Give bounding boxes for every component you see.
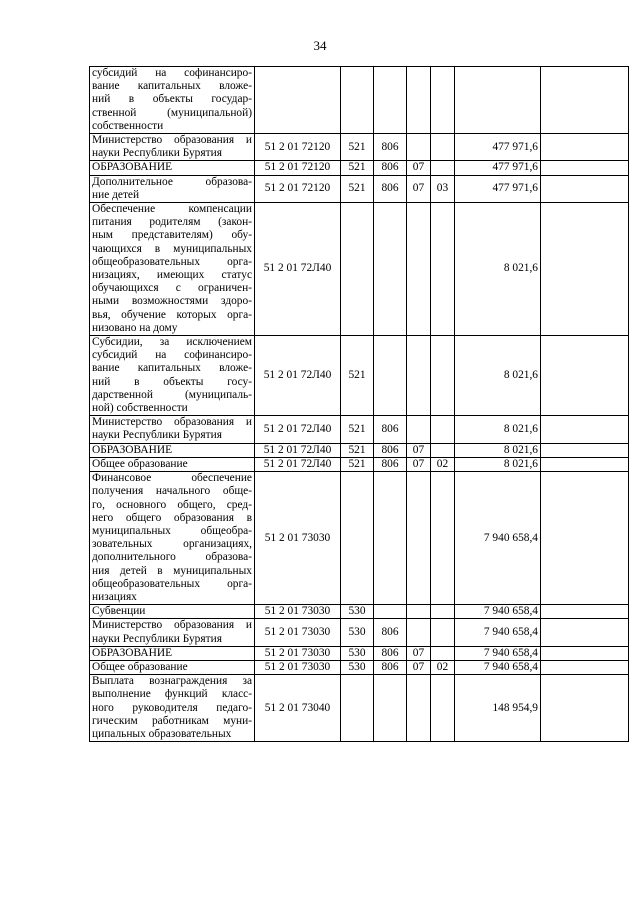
row-name-line: Министерство образования и xyxy=(92,134,252,147)
empty-cell xyxy=(541,472,629,605)
table-row xyxy=(90,472,629,605)
ved-cell: 806 xyxy=(374,457,407,471)
row-name xyxy=(90,443,255,457)
ved-cell xyxy=(374,675,407,742)
pr-cell xyxy=(431,416,455,443)
ved-cell: 806 xyxy=(374,660,407,674)
table-row xyxy=(90,605,629,619)
row-name xyxy=(90,457,255,471)
gr-cell xyxy=(341,675,374,742)
rz-cell xyxy=(407,336,431,416)
budget-code-cell: 51 2 01 72Л40 xyxy=(255,457,341,471)
pr-cell xyxy=(431,134,455,161)
gr-cell xyxy=(341,203,374,336)
rz-cell: 07 xyxy=(407,457,431,471)
row-name-line: Финансовое обеспечение xyxy=(92,472,252,485)
rz-cell: 07 xyxy=(407,660,431,674)
row-name xyxy=(90,605,255,619)
rz-cell xyxy=(407,67,431,134)
gr-cell: 530 xyxy=(341,646,374,660)
table-body xyxy=(90,67,629,742)
row-name-line: ным представителям) обу- xyxy=(92,229,252,242)
row-name-line: вание капитальных вложе- xyxy=(92,362,252,375)
pr-cell xyxy=(431,443,455,457)
rz-cell xyxy=(407,416,431,443)
row-name xyxy=(90,67,255,134)
row-name xyxy=(90,416,255,443)
gr-cell: 530 xyxy=(341,605,374,619)
row-name-line: го, основного общего, сред- xyxy=(92,498,252,511)
amount-cell xyxy=(455,67,541,134)
row-name-line: низовано на дому xyxy=(92,321,178,334)
amount-cell: 7 940 658,4 xyxy=(455,646,541,660)
row-name-line: ОБРАЗОВАНИЕ xyxy=(92,443,173,456)
row-name-line: науки Республики Бурятия xyxy=(92,147,222,160)
row-name-line: Министерство образования и xyxy=(92,416,252,429)
row-name-line: собственности xyxy=(92,119,164,132)
pr-cell xyxy=(431,67,455,134)
ved-cell xyxy=(374,605,407,619)
amount-cell: 7 940 658,4 xyxy=(455,660,541,674)
ved-cell: 806 xyxy=(374,134,407,161)
budget-code-cell: 51 2 01 72Л40 xyxy=(255,443,341,457)
rz-cell xyxy=(407,605,431,619)
table-row xyxy=(90,416,629,443)
row-name-line: ОБРАЗОВАНИЕ xyxy=(92,646,173,659)
table-row xyxy=(90,67,629,134)
pr-cell xyxy=(431,336,455,416)
table-row xyxy=(90,203,629,336)
table-row xyxy=(90,443,629,457)
ved-cell: 806 xyxy=(374,175,407,202)
budget-code-cell xyxy=(255,67,341,134)
row-name-line: Субсидии, за исключением xyxy=(92,336,252,349)
ved-cell: 806 xyxy=(374,416,407,443)
empty-cell xyxy=(541,161,629,175)
rz-cell: 07 xyxy=(407,443,431,457)
rz-cell xyxy=(407,203,431,336)
budget-code-cell: 51 2 01 72Л40 xyxy=(255,336,341,416)
row-name xyxy=(90,675,255,742)
amount-cell: 8 021,6 xyxy=(455,203,541,336)
table-row xyxy=(90,134,629,161)
row-name-line: питания родителям (закон- xyxy=(92,216,252,229)
amount-cell: 7 940 658,4 xyxy=(455,605,541,619)
empty-cell xyxy=(541,675,629,742)
budget-code-cell: 51 2 01 72120 xyxy=(255,175,341,202)
gr-cell: 521 xyxy=(341,175,374,202)
amount-cell: 477 971,6 xyxy=(455,175,541,202)
ved-cell: 806 xyxy=(374,161,407,175)
row-name-line: ными возможностями здоро- xyxy=(92,295,252,308)
row-name-line: вание капитальных вложе- xyxy=(92,80,252,93)
row-name-line: Субвенции xyxy=(92,605,146,618)
ved-cell: 806 xyxy=(374,619,407,646)
ved-cell xyxy=(374,67,407,134)
amount-cell: 7 940 658,4 xyxy=(455,619,541,646)
page-number: 34 xyxy=(313,38,327,53)
row-name xyxy=(90,619,255,646)
row-name-line: ного руководителя педаго- xyxy=(92,701,252,714)
rz-cell: 07 xyxy=(407,646,431,660)
row-name-line: Обеспечение компенсации xyxy=(92,203,252,216)
empty-cell xyxy=(541,175,629,202)
budget-code-cell: 51 2 01 73030 xyxy=(255,619,341,646)
ved-cell xyxy=(374,203,407,336)
budget-code-cell: 51 2 01 73030 xyxy=(255,472,341,605)
empty-cell xyxy=(541,660,629,674)
row-name xyxy=(90,203,255,336)
row-name-line: ОБРАЗОВАНИЕ xyxy=(92,161,173,174)
pr-cell: 02 xyxy=(431,457,455,471)
row-name xyxy=(90,660,255,674)
pr-cell xyxy=(431,605,455,619)
row-name-line: ний в объекты государ- xyxy=(92,93,252,106)
gr-cell xyxy=(341,67,374,134)
amount-cell: 7 940 658,4 xyxy=(455,472,541,605)
row-name-line: Общее образование xyxy=(92,457,188,470)
table-row xyxy=(90,161,629,175)
empty-cell xyxy=(541,646,629,660)
pr-cell xyxy=(431,675,455,742)
row-name xyxy=(90,134,255,161)
empty-cell xyxy=(541,416,629,443)
row-name-line: Общее образование xyxy=(92,660,188,673)
budget-code-cell: 51 2 01 73030 xyxy=(255,605,341,619)
pr-cell: 03 xyxy=(431,175,455,202)
row-name-line: ние детей xyxy=(92,188,140,201)
ved-cell: 806 xyxy=(374,646,407,660)
row-name-line: ния детей в муниципальных xyxy=(92,564,252,577)
row-name-line: субсидий на софинансиро- xyxy=(92,349,252,362)
empty-cell xyxy=(541,443,629,457)
empty-cell xyxy=(541,605,629,619)
gr-cell: 521 xyxy=(341,134,374,161)
empty-cell xyxy=(541,336,629,416)
row-name-line: ной) собственности xyxy=(92,402,188,415)
row-name-line: общеобразовательных орга- xyxy=(92,577,252,590)
budget-code-cell: 51 2 01 72Л40 xyxy=(255,203,341,336)
pr-cell xyxy=(431,646,455,660)
row-name-line: низациях, имеющих статус xyxy=(92,269,252,282)
row-name-line: вья, обучение которых орга- xyxy=(92,308,252,321)
row-name-line: субсидий на софинансиро- xyxy=(92,67,252,79)
row-name xyxy=(90,175,255,202)
gr-cell: 530 xyxy=(341,660,374,674)
row-name-line: Выплата вознаграждения за xyxy=(92,675,252,688)
table-row xyxy=(90,457,629,471)
rz-cell xyxy=(407,134,431,161)
row-name-line: Дополнительное образова- xyxy=(92,175,252,188)
amount-cell: 477 971,6 xyxy=(455,161,541,175)
rz-cell: 07 xyxy=(407,175,431,202)
row-name xyxy=(90,336,255,416)
row-name-line: получения начального обще- xyxy=(92,485,252,498)
row-name-line: науки Республики Бурятия xyxy=(92,632,222,645)
row-name-line: ственной (муниципальной) xyxy=(92,106,252,119)
gr-cell: 521 xyxy=(341,457,374,471)
pr-cell xyxy=(431,161,455,175)
empty-cell xyxy=(541,457,629,471)
rz-cell xyxy=(407,472,431,605)
rz-cell xyxy=(407,619,431,646)
budget-code-cell: 51 2 01 73030 xyxy=(255,646,341,660)
amount-cell: 8 021,6 xyxy=(455,336,541,416)
table-row xyxy=(90,175,629,202)
row-name-line: гическим работникам муни- xyxy=(92,714,252,727)
pr-cell xyxy=(431,472,455,605)
row-name-line: него общего образования в xyxy=(92,511,252,524)
row-name-line: Министерство образования и xyxy=(92,619,252,632)
row-name-line: низациях xyxy=(92,590,137,603)
empty-cell xyxy=(541,203,629,336)
row-name-line: выполнение функций класс- xyxy=(92,688,252,701)
gr-cell xyxy=(341,472,374,605)
budget-code-cell: 51 2 01 72120 xyxy=(255,134,341,161)
row-name-line: чающихся в муниципальных xyxy=(92,242,252,255)
row-name-line: муниципальных общеобра- xyxy=(92,524,252,537)
row-name-line: ципальных образовательных xyxy=(92,727,232,740)
amount-cell: 148 954,9 xyxy=(455,675,541,742)
pr-cell: 02 xyxy=(431,660,455,674)
table-row xyxy=(90,336,629,416)
budget-code-cell: 51 2 01 72Л40 xyxy=(255,416,341,443)
row-name xyxy=(90,472,255,605)
ved-cell xyxy=(374,336,407,416)
empty-cell xyxy=(541,134,629,161)
amount-cell: 8 021,6 xyxy=(455,457,541,471)
rz-cell: 07 xyxy=(407,161,431,175)
row-name-line: зовательных организациях, xyxy=(92,538,252,551)
ved-cell: 806 xyxy=(374,443,407,457)
amount-cell: 477 971,6 xyxy=(455,134,541,161)
row-name xyxy=(90,161,255,175)
gr-cell: 521 xyxy=(341,161,374,175)
table-row xyxy=(90,675,629,742)
gr-cell: 521 xyxy=(341,416,374,443)
table-row xyxy=(90,646,629,660)
amount-cell: 8 021,6 xyxy=(455,416,541,443)
empty-cell xyxy=(541,67,629,134)
row-name-line: науки Республики Бурятия xyxy=(92,429,222,442)
empty-cell xyxy=(541,619,629,646)
row-name-line: дополнительного образова- xyxy=(92,551,252,564)
amount-cell: 8 021,6 xyxy=(455,443,541,457)
pr-cell xyxy=(431,619,455,646)
gr-cell: 521 xyxy=(341,443,374,457)
gr-cell: 521 xyxy=(341,336,374,416)
table-row xyxy=(90,660,629,674)
budget-code-cell: 51 2 01 73030 xyxy=(255,660,341,674)
table-row xyxy=(90,619,629,646)
row-name-line: дарственной (муниципаль- xyxy=(92,388,252,401)
row-name-line: обучающихся с ограничен- xyxy=(92,282,252,295)
pr-cell xyxy=(431,203,455,336)
ved-cell xyxy=(374,472,407,605)
row-name xyxy=(90,646,255,660)
row-name-line: ний в объекты госу- xyxy=(92,375,252,388)
rz-cell xyxy=(407,675,431,742)
budget-code-cell: 51 2 01 72120 xyxy=(255,161,341,175)
gr-cell: 530 xyxy=(341,619,374,646)
budget-table xyxy=(89,66,629,742)
budget-code-cell: 51 2 01 73040 xyxy=(255,675,341,742)
row-name-line: общеобразовательных орга- xyxy=(92,255,252,268)
